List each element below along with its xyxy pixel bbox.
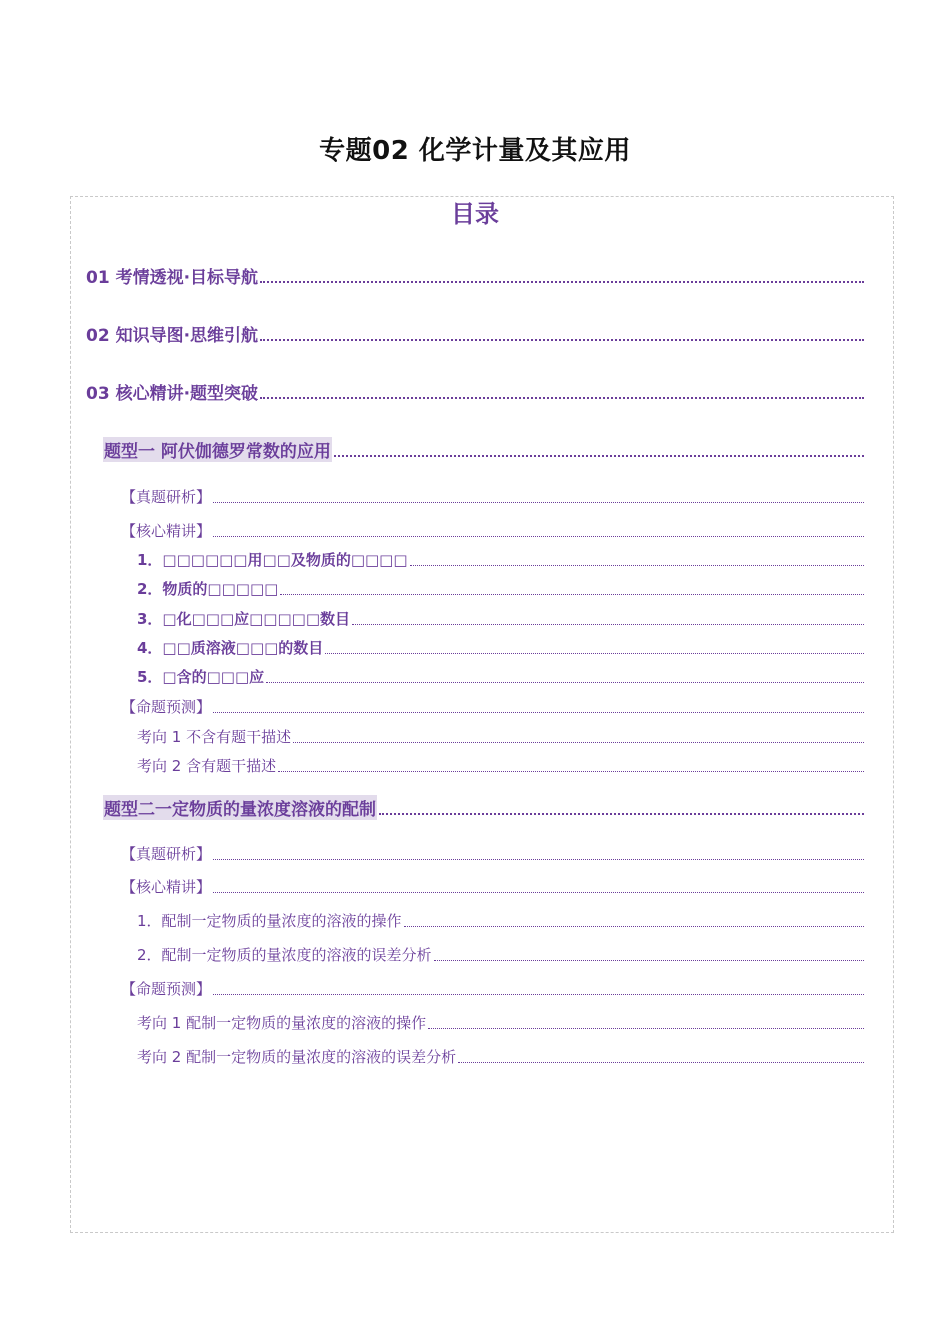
toc-entry-question-type-2[interactable] [103,795,864,820]
toc-entry-label: 考向 1 配制一定物质的量浓度的溶液的操作 [137,1014,427,1032]
leader-dots [213,858,864,860]
toc-entry-label: 1．配制一定物质的量浓度的溶液的操作 [137,912,402,930]
toc-entry-label: 3．□化□□□应□□□□□数目 [137,610,350,628]
toc-entry-label: 【真题研析】 [121,845,212,863]
toc-entry-core-lecture[interactable] [121,876,864,897]
leader-dots [379,812,864,815]
toc-entry-point-1[interactable] [137,910,864,931]
toc-entry-label: 2．物质的□□□□□ [137,580,279,598]
toc-entry-label: 题型二一定物质的量浓度溶液的配制 [103,795,377,820]
toc-entry-label: 【命题预测】 [121,980,212,998]
toc-entry-direction-1[interactable] [137,1012,864,1033]
leader-dots [213,891,864,893]
toc-entry-label: 【命题预测】 [121,698,212,716]
toc-entry-label: 1．□□□□□□用□□及物质的□□□□ [137,551,408,569]
leader-dots [280,593,864,595]
leader-dots [458,1061,864,1063]
leader-dots [434,959,864,961]
leader-dots [334,454,864,457]
leader-dots [213,535,864,537]
toc-entry-direction-1[interactable] [137,726,864,747]
leader-dots [293,741,864,743]
toc-entry-direction-2[interactable] [137,755,864,776]
leader-dots [410,564,864,566]
toc-entry-label: 02 知识导图·思维引航 [86,326,259,346]
toc-entry-label: 4．□□质溶液□□□的数目 [137,639,324,657]
leader-dots [213,501,864,503]
leader-dots [404,925,864,927]
leader-dots [278,770,864,772]
toc-entry-section-01[interactable] [86,263,864,288]
toc-entry-predictions[interactable] [121,696,864,717]
toc-entry-point-4[interactable] [137,637,864,658]
toc-entry-label: 题型一 阿伏伽德罗常数的应用 [103,437,332,462]
leader-dots [213,711,864,713]
toc-entry-label: 考向 2 配制一定物质的量浓度的溶液的误差分析 [137,1048,457,1066]
leader-dots [352,623,864,625]
toc-entry-section-02[interactable] [86,321,864,346]
toc-entry-predictions[interactable] [121,978,864,999]
leader-dots [213,993,864,995]
toc-entry-real-questions[interactable] [121,486,864,507]
toc-entry-label: 【真题研析】 [121,488,212,506]
toc-entry-label: 2．配制一定物质的量浓度的溶液的误差分析 [137,946,432,964]
toc-entry-point-5[interactable] [137,666,864,687]
toc-entry-direction-2[interactable] [137,1046,864,1067]
toc-entry-question-type-1[interactable] [103,437,864,462]
toc-entry-label: 01 考情透视·目标导航 [86,268,259,288]
toc-entry-label: 5．□含的□□□应 [137,668,265,686]
toc-entry-point-1[interactable] [137,549,864,570]
leader-dots [325,652,864,654]
toc-entry-real-questions[interactable] [121,843,864,864]
toc-entry-label: 考向 2 含有题干描述 [137,757,277,775]
toc-entry-core-lecture[interactable] [121,520,864,541]
toc-entry-label: 考向 1 不含有题干描述 [137,728,292,746]
toc-heading: 目录 [451,200,499,228]
toc-entry-label: 03 核心精讲·题型突破 [86,384,259,404]
leader-dots [260,338,864,341]
toc-entry-label: 【核心精讲】 [121,878,212,896]
leader-dots [260,396,864,399]
toc-entry-point-2[interactable] [137,578,864,599]
leader-dots [428,1027,864,1029]
leader-dots [266,681,864,683]
leader-dots [260,280,864,283]
toc-entry-section-03[interactable] [86,379,864,404]
toc-entry-point-2[interactable] [137,944,864,965]
document-title: 专题02 化学计量及其应用 [319,136,631,166]
toc-entry-label: 【核心精讲】 [121,522,212,540]
toc-entry-point-3[interactable] [137,608,864,629]
